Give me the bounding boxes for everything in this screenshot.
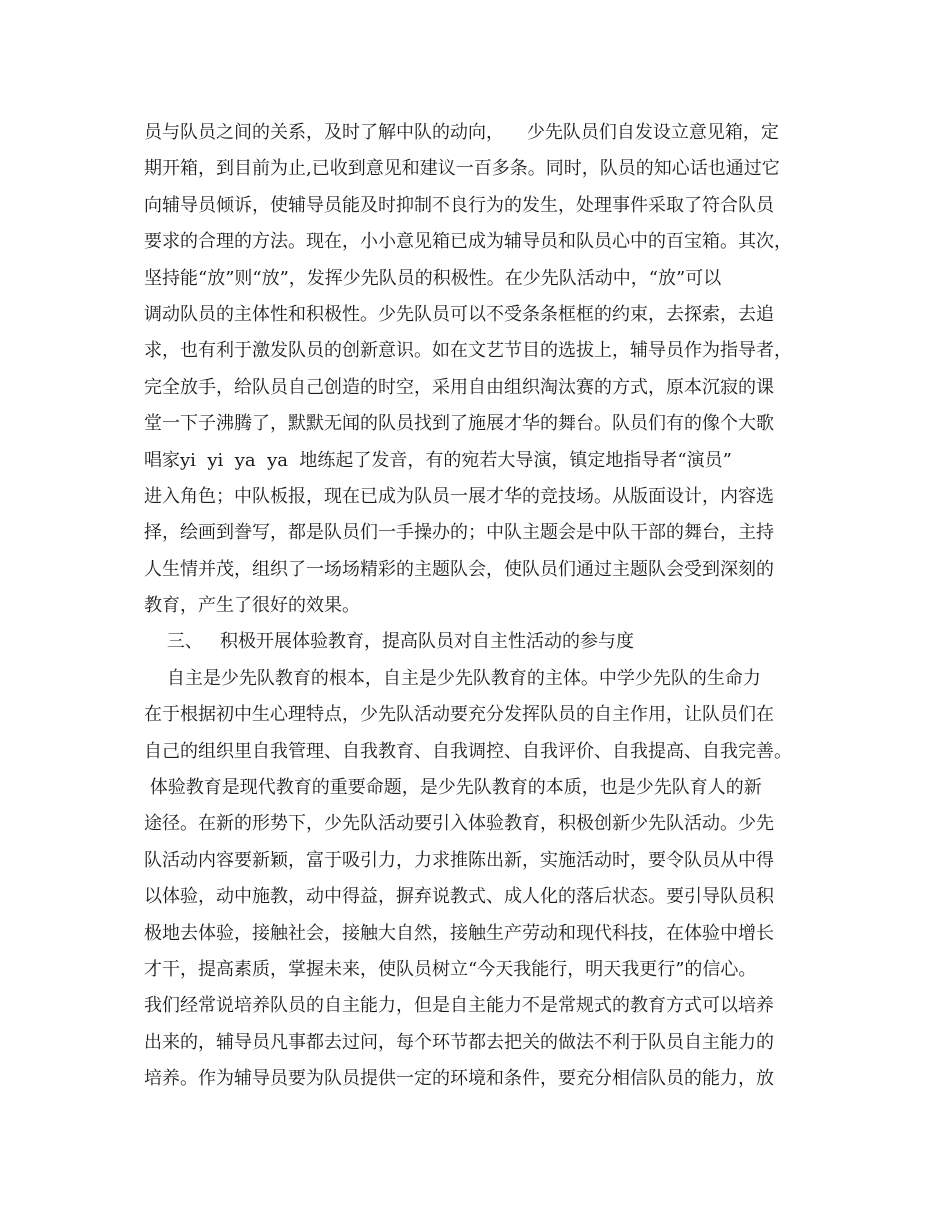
text-line: 出来的，辅导员凡事都去过问，每个环节都去把关的做法不利于队员自主能力的 — [144, 1031, 774, 1053]
text-line: 向辅导员倾诉，使辅导员能及时抑制不良行为的发生，处理事件采取了符合队员 — [144, 194, 774, 216]
text-line: 进入角色；中队板报，现在已成为队员一展才华的竞技场。从版面设计，内容选 — [144, 485, 774, 507]
text-line: 体验教育是现代教育的重要命题，是少先队教育的本质，也是少先队育人的新 — [144, 777, 762, 799]
text-line: 调动队员的主体性和积极性。少先队员可以不受条条框框的约束，去探索，去追 — [144, 303, 774, 325]
text-line: 才干，提高素质，掌握未来，使队员树立“今天我能行，明天我更行”的信心。 — [144, 958, 757, 980]
text-line: 堂一下子沸腾了，默默无闻的队员找到了施展才华的舞台。队员们有的像个大歌 — [144, 413, 774, 435]
text-line: 求，也有利于激发队员的创新意识。如在文艺节目的选拔上，辅导员作为指导者， — [144, 340, 792, 362]
text-line: 自主是少先队教育的根本，自主是少先队教育的主体。中学少先队的生命力 — [144, 667, 761, 689]
text-line: 教育，产生了很好的效果。 — [144, 595, 360, 617]
text-line: 队活动内容要新颖，富于吸引力，力求推陈出新，实施活动时，要令队员从中得 — [144, 849, 774, 871]
text-line: 人生情并茂，组织了一场场精彩的主题队会，使队员们通过主题队会受到深刻的 — [144, 558, 774, 580]
text-line: 择，绘画到誊写，都是队员们一手操办的；中队主题会是中队干部的舞台，主持 — [144, 522, 774, 544]
text-line: 极地去体验，接触社会，接触大自然，接触生产劳动和现代科技，在体验中增长 — [144, 922, 774, 944]
text-line: 员与队员之间的关系，及时了解中队的动向， 少先队员们自发设立意见箱，定 — [144, 122, 779, 143]
text-line: 期开箱，到目前为止,已收到意见和建议一百多条。同时，队员的知心话也通过它 — [144, 158, 780, 180]
text-line: 在于根据初中生心理特点，少先队活动要充分发挥队员的自主作用，让队员们在 — [144, 704, 774, 726]
section-heading: 三、 积极开展体验教育，提高队员对自主性活动的参与度 — [144, 631, 635, 653]
text-line: 唱家yi yi ya ya 地练起了发音，有的宛若大导演，镇定地指导者“演员” — [144, 449, 732, 471]
text-line: 坚持能“放”则“放”，发挥少先队员的积极性。在少先队活动中，“放”可以 — [144, 267, 722, 289]
text-line: 途径。在新的形势下，少先队活动要引入体验教育，积极创新少先队活动。少先 — [144, 813, 774, 835]
text-line: 我们经常说培养队员的自主能力，但是自主能力不是常规式的教育方式可以培养 — [144, 995, 774, 1017]
text-line: 以体验，动中施教，动中得益，摒弃说教式、成人化的落后状态。要引导队员积 — [144, 886, 774, 908]
text-line: 培养。作为辅导员要为队员提供一定的环境和条件，要充分相信队员的能力，放 — [144, 1068, 774, 1090]
body-text — [144, 115, 824, 1098]
text-line: 完全放手，给队员自己创造的时空，采用自由组织淘汰赛的方式，原本沉寂的课 — [144, 376, 774, 398]
text-line: 要求的合理的方法。现在，小小意见箱已成为辅导员和队员心中的百宝箱。其次， — [144, 231, 792, 253]
text-line: 自己的组织里自我管理、自我教育、自我调控、自我评价、自我提高、自我完善。 — [144, 740, 792, 762]
